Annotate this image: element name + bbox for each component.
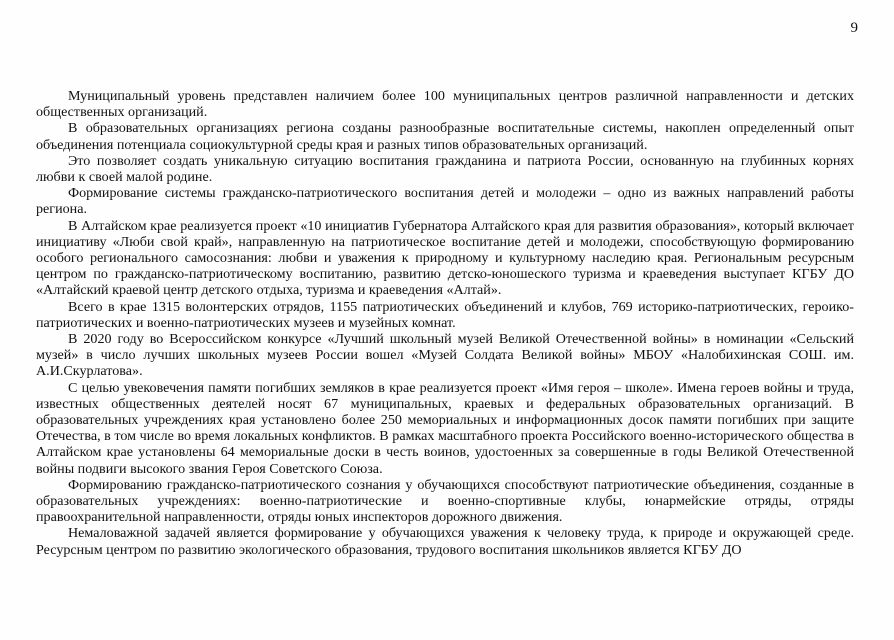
paragraph-unique-situation: Это позволяет создать уникальную ситуацию воспитания гражданина и патриота России, основанную на глубинных корнях любви к своей малой родине. (36, 152, 854, 186)
paragraph-volunteer-stats: Всего в крае 1315 волонтерских отрядов, 1155 патриотических объединений и клубов, 769 историко-патриотических, героико-патриотических и военно-патриотических музеев и музейных комнат. (36, 298, 854, 331)
paragraph-museum-contest: В 2020 году во Всероссийском конкурсе «Лучший школьный музей Великой Отечественной войны» в номинации «Сельский музей» в число лучших школьных музеев России вошел «Музей Солдата Великой войны» МБОУ «Налобихинская СОШ. им. А.И.Скурлатова». (36, 331, 854, 380)
paragraph-system-formation: Формирование системы гражданско-патриотического воспитания детей и молодежи – одно из важных направлений работы региона. (36, 185, 854, 218)
paragraph-governor-initiatives: В Алтайском крае реализуется проект «10 инициатив Губернатора Алтайского края для развития образования», который включает инициативу «Люби свой край», направленную на патриотическое воспитание детей и молодежи, способствующую формированию особого регионального самосознания: любви и уважения к природному и культурному наследию края. Региональным ресурсным центром по гражданско-патриотическому воспитанию, развитию детско-юношеского туризма и краеведения выступает КГБУ ДО «Алтайский краевой центр детского отдыха, туризма и краеведения «Алтай». (36, 217, 854, 299)
paragraph-hero-name-project: С целью увековечения памяти погибших земляков в крае реализуется проект «Имя героя – школе». Имена героев войны и труда, известных общественных деятелей носят 67 муниципальных, краевых и федеральных образовательных организаций. В образовательных учреждениях края установлено более 250 мемориальных и информационных досок памяти погибших при защите Отечества, в том числе во время локальных конфликтов. В рамках масштабного проекта Российского военно-исторического общества в Алтайском крае установлены 64 мемориальные доски в честь воинов, удостоенных за совершенные в годы Великой Отечественной войны подвиги высокого звания Героя Советского Союза. (36, 379, 854, 477)
page-number: 9 (850, 20, 858, 36)
paragraph-patriotic-associations: Формированию гражданско-патриотического сознания у обучающихся способствуют патриотические объединения, созданные в образовательных учреждениях: военно-патриотические и военно-спортивные клубы, юнармейские отряды, отряды правоохранительной направленности, отряды юных инспекторов дорожного движения. (36, 476, 854, 526)
paragraph-municipal-level: Муниципальный уровень представлен наличием более 100 муниципальных центров различной направленности и детских общественных организаций. (36, 88, 854, 121)
paragraph-labor-ecology: Немаловажной задачей является формирование у обучающихся уважения к человеку труда, к природе и окружающей среде. Ресурсным центром по развитию экологического образования, трудового воспитания школьников является КГБУ ДО (36, 525, 854, 558)
paragraph-educational-systems: В образовательных организациях региона созданы разнообразные воспитательные системы, накоплен определенный опыт объединения потенциала социокультурной среды края и разных типов образовательных организаций. (36, 120, 854, 153)
document-body (36, 88, 854, 558)
